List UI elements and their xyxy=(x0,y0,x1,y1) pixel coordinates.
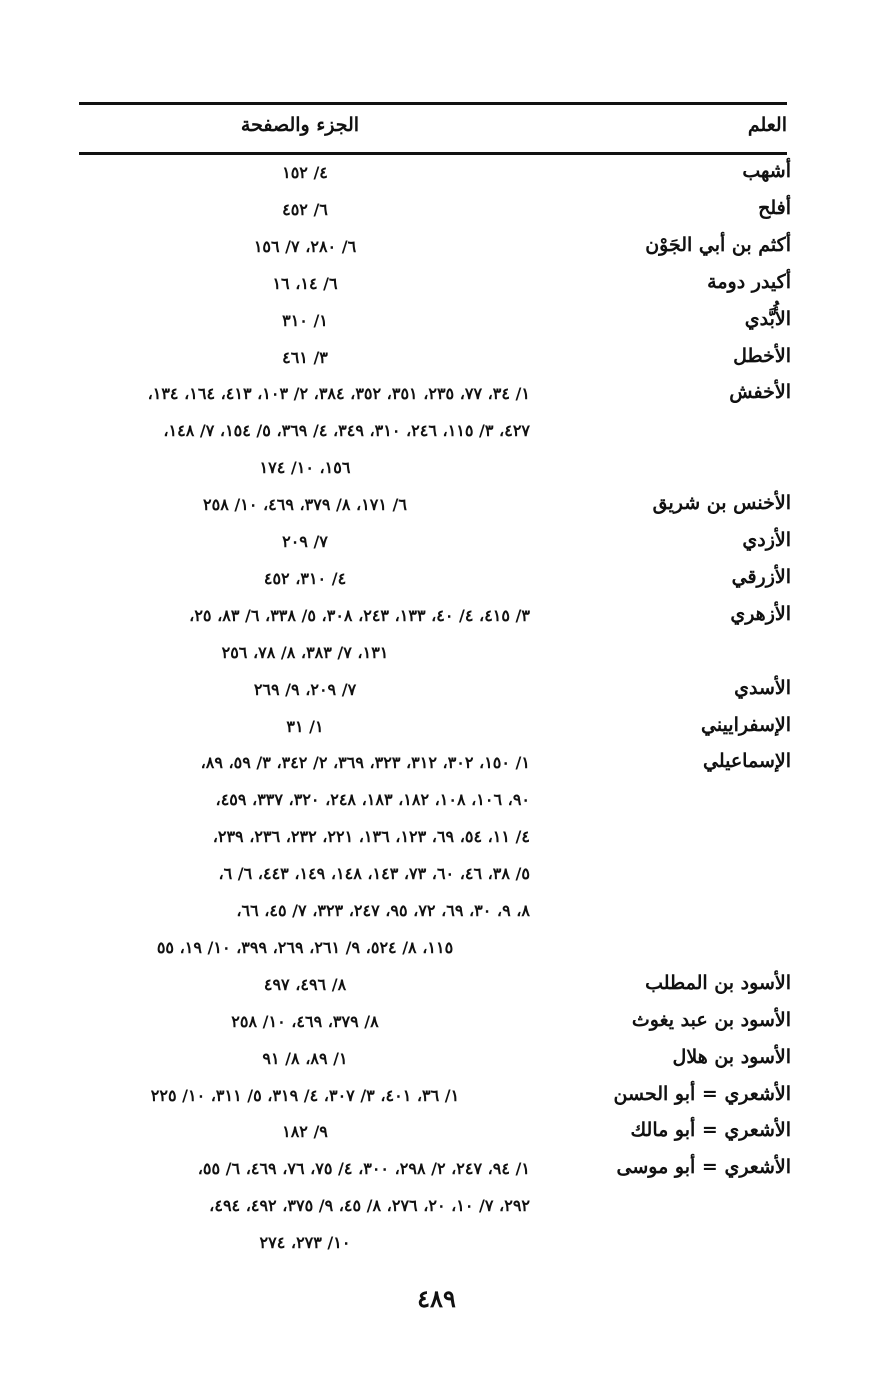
entry-pages: ٣/ ٤٦١ xyxy=(282,348,328,367)
index-row xyxy=(0,640,873,676)
index-row xyxy=(0,418,873,454)
entry-name: الأشعري = أبو مالك xyxy=(630,1119,791,1141)
index-row xyxy=(0,345,873,381)
index-row xyxy=(0,1193,873,1229)
index-row xyxy=(0,271,873,307)
index-row xyxy=(0,455,873,491)
index-row xyxy=(0,861,873,897)
entry-name: الأخنس بن شريق xyxy=(652,492,791,514)
entry-name: أشهب xyxy=(742,160,791,182)
entry-pages: ١/ ٨٩، ٨/ ٩١ xyxy=(262,1049,348,1068)
entry-name: أكيدر دومة xyxy=(707,271,791,293)
entry-pages: ١/ ١٥٠، ٣٠٢، ٣١٢، ٣٢٣، ٣٦٩، ٢/ ٣٤٢، ٣/ ٥٩، ٨٩، xyxy=(200,753,530,772)
entry-pages: ٧/ ٢٠٩ xyxy=(282,532,328,551)
index-row xyxy=(0,529,873,565)
entry-pages: ١/ ٣٦، ٤٠١، ٣/ ٣٠٧، ٤/ ٣١٩، ٥/ ٣١١، ١٠/ ٢٢٥ xyxy=(150,1086,460,1105)
entry-pages: ١٠/ ٢٧٣، ٢٧٤ xyxy=(259,1233,351,1252)
index-row xyxy=(0,566,873,602)
index-row xyxy=(0,824,873,860)
index-row xyxy=(0,603,873,639)
entry-pages: ١/ ٩٤، ٢٤٧، ٢/ ٢٩٨، ٣٠٠، ٤/ ٧٥، ٧٦، ٤٦٩، ٦/ ٥٥، xyxy=(197,1159,530,1178)
entry-name: الإسفراييني xyxy=(701,714,791,736)
entry-pages: ٥/ ٣٨، ٤٦، ٦٠، ٧٣، ١٤٣، ١٤٨، ١٤٩، ٤٤٣، ٦/ ٦، xyxy=(218,864,530,883)
entry-pages: ٦/ ٢٨٠، ٧/ ١٥٦ xyxy=(253,237,357,256)
entry-name: الإسماعيلي xyxy=(702,750,791,772)
entry-pages: ٨/ ٤٩٦، ٤٩٧ xyxy=(263,975,347,994)
index-row xyxy=(0,160,873,196)
entry-pages: ٣/ ٤١٥، ٤/ ٤٠، ١٣٣، ٢٤٣، ٣٠٨، ٥/ ٣٣٨، ٦/ ٨٣، ٢٥، xyxy=(189,606,530,625)
entry-name: الأزدي xyxy=(742,529,791,551)
entry-pages: ١/ ٣٤، ٧٧، ٢٣٥، ٣٥١، ٣٥٢، ٣٨٤، ٢/ ١٠٣، ٤١٣، ١٦٤، ١٣٤، xyxy=(147,384,530,403)
entry-pages: ١٣١، ٧/ ٣٨٣، ٨/ ٧٨، ٢٥٦ xyxy=(221,643,389,662)
entry-name: الأشعري = أبو موسى xyxy=(616,1156,791,1178)
entry-pages: ٧/ ٢٠٩، ٩/ ٢٦٩ xyxy=(253,680,357,699)
entry-pages: ١/ ٣١٠ xyxy=(282,311,328,330)
entry-name: الأخطل xyxy=(733,345,791,367)
index-row xyxy=(0,787,873,823)
entry-name: الأزهري xyxy=(730,603,791,625)
index-row xyxy=(0,308,873,344)
entry-name: الأسود بن عبد يغوث xyxy=(631,1009,791,1031)
column-header-name: العلم xyxy=(747,114,787,136)
entry-name: أكثم بن أبي الجَوْن xyxy=(645,234,791,256)
entry-pages: ٤/ ٣١٠، ٤٥٢ xyxy=(263,569,347,588)
index-row xyxy=(0,1230,873,1266)
entry-pages: ٢٩٢، ٧/ ١٠، ٢٠، ٢٧٦، ٨/ ٤٥، ٩/ ٣٧٥، ٤٩٢، ٤٩٤، xyxy=(209,1196,530,1215)
entry-name: الأشعري = أبو الحسن xyxy=(613,1083,791,1105)
index-row xyxy=(0,750,873,786)
entry-pages: ٤٢٧، ٣/ ١١٥، ٢٤٦، ٣١٠، ٣٤٩، ٤/ ٣٦٩، ٥/ ١٥٤، ٧/ ١٤٨، xyxy=(163,421,530,440)
entry-name: الأسدي xyxy=(734,677,791,699)
index-row xyxy=(0,1009,873,1045)
entry-name: الأزرقي xyxy=(731,566,791,588)
entry-pages: ١١٥، ٨/ ٥٢٤، ٩/ ٢٦١، ٢٦٩، ٣٩٩، ١٠/ ١٩، ٥٥ xyxy=(156,938,454,957)
entry-pages: ١/ ٣١ xyxy=(286,717,324,736)
index-row xyxy=(0,1119,873,1155)
entry-pages: ٦/ ١٧١، ٨/ ٣٧٩، ٤٦٩، ١٠/ ٢٥٨ xyxy=(203,495,407,514)
index-row xyxy=(0,1046,873,1082)
index-row xyxy=(0,1156,873,1192)
page-number: ٤٨٩ xyxy=(417,1284,456,1313)
entry-name: الأسود بن المطلب xyxy=(645,972,791,994)
index-row xyxy=(0,234,873,270)
entry-pages: ٤/ ١١، ٥٤، ٦٩، ١٢٣، ١٣٦، ٢٢١، ٢٣٢، ٢٣٦، ٢٣٩، xyxy=(212,827,530,846)
entry-pages: ٦/ ١٤، ١٦ xyxy=(272,274,338,293)
entry-pages: ٦/ ٤٥٢ xyxy=(282,200,328,219)
entry-name: الأُبَّدي xyxy=(744,308,791,330)
entry-name: الأخفش xyxy=(729,381,791,403)
index-row xyxy=(0,1083,873,1119)
index-row xyxy=(0,492,873,528)
entry-pages: ٨، ٩، ٣٠، ٦٩، ٧٢، ٩٥، ٢٤٧، ٣٢٣، ٧/ ٤٥، ٦٦، xyxy=(236,901,530,920)
index-row xyxy=(0,972,873,1008)
index-row xyxy=(0,935,873,971)
column-header-pages: الجزء والصفحة xyxy=(240,114,360,136)
index-row xyxy=(0,714,873,750)
header-rule xyxy=(79,152,787,155)
index-row xyxy=(0,197,873,233)
entry-pages: ٨/ ٣٧٩، ٤٦٩، ١٠/ ٢٥٨ xyxy=(231,1012,379,1031)
index-row xyxy=(0,898,873,934)
index-row xyxy=(0,381,873,417)
entry-pages: ٤/ ١٥٢ xyxy=(282,163,328,182)
index-row xyxy=(0,677,873,713)
entry-pages: ١٥٦، ١٠/ ١٧٤ xyxy=(259,458,351,477)
entry-name: أفلح xyxy=(758,197,791,219)
top-rule xyxy=(79,102,787,105)
entry-pages: ٩٠، ١٠٦، ١٠٨، ١٨٢، ١٨٣، ٢٤٨، ٣٢٠، ٣٣٧، ٤٥٩، xyxy=(215,790,530,809)
entry-name: الأسود بن هلال xyxy=(672,1046,791,1068)
entry-pages: ٩/ ١٨٢ xyxy=(282,1122,328,1141)
